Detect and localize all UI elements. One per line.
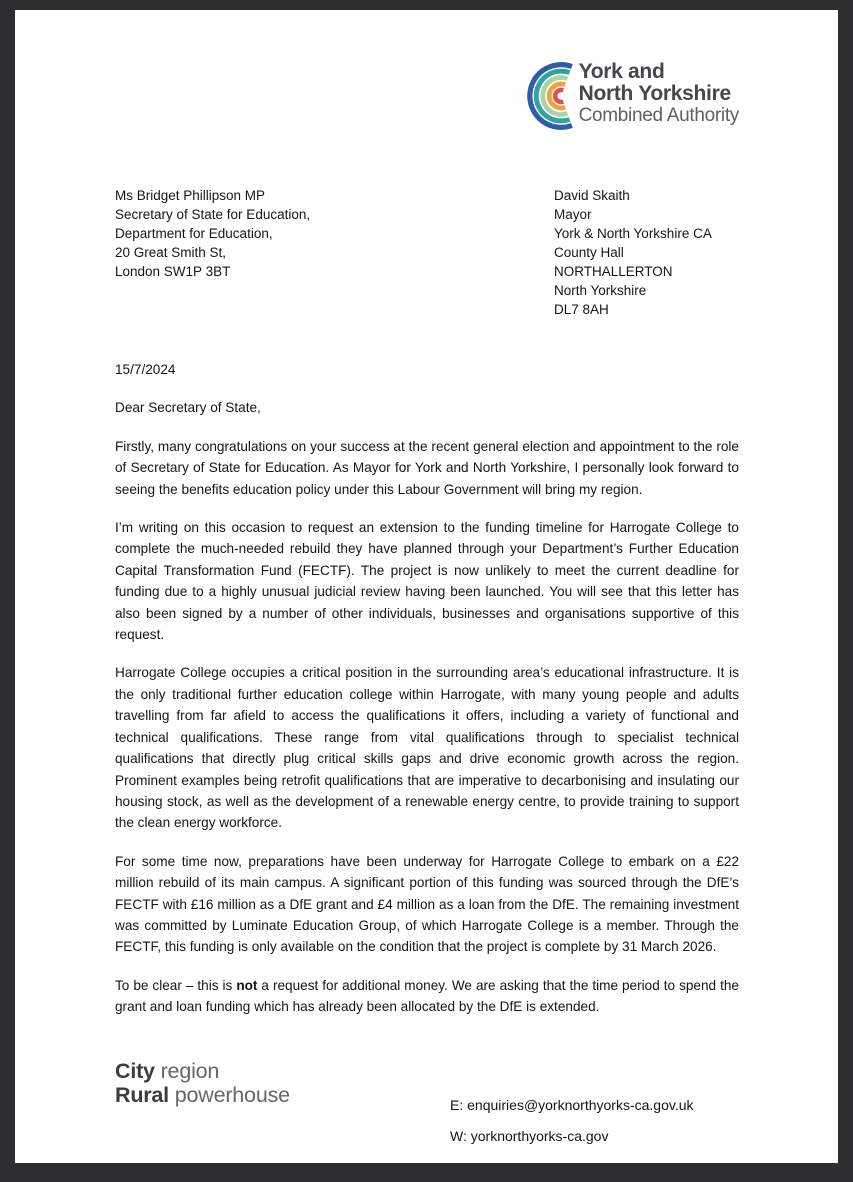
website-label: W: [450,1128,471,1144]
logo-text [579,60,739,126]
tagline-region: region [154,1059,220,1083]
contact-email [450,1097,694,1113]
sender-line: DL7 8AH [554,302,609,317]
tagline-line1 [115,1059,290,1083]
sender-line: David Skaith [554,188,630,203]
paragraph-4: For some time now, preparations have been underway for Harrogate College to embark on a £22 million rebuild of its main campus. A significant portion of this funding was sourced through the DfE’s FECTF with £16 million as a DfE grant and £4 million as a loan from the DfE. The remaining investment was committed by Luminate Education Group, of which Harrogate College is a member. Through the FECTF, this funding is only available on the condition that the project is complete by 31 March 2026. [115,853,739,955]
letter-body [115,359,739,1018]
recipient-line: London SW1P 3BT [115,264,231,279]
sender-line: North Yorkshire [554,283,647,298]
paragraph-3: Harrogate College occupies a critical position in the surrounding area’s educational infrastructure. It is the only traditional further education college within Harrogate, with many young people and adults travelling from far afield to access the qualifications it offers, including a variety of functional and technical qualifications. These range from vital qualifications through to specialist technical qualifications that directly plug critical skills gaps and drive economic growth across the region. Prominent examples being retrofit qualifications that are imperative to decarbonising and insulating our housing stock, as well as the development of a renewable energy centre, to provide training to support the clean energy workforce. [115,665,739,831]
sender-line: Mayor [554,207,592,222]
logo-name-line1: York and [578,60,665,83]
tagline-rural: Rural [115,1083,169,1107]
concentric-arcs-icon [527,60,575,132]
recipient-line: Ms Bridget Phillipson MP [115,188,266,203]
closing-text-before: To be clear – this is [115,977,237,993]
tagline-powerhouse: powerhouse [168,1083,290,1107]
tagline-city: City [115,1059,155,1083]
sender-line: York & North Yorkshire CA [554,226,712,241]
footer-tagline [115,1059,290,1107]
sender-line: NORTHALLERTON [554,264,673,279]
logo-row [115,10,739,132]
logo-name-line2: North Yorkshire [578,82,731,105]
logo-subtitle: Combined Authority [578,105,739,126]
paragraph-1: Firstly, many congratulations on your success at the recent general election and appointment to the role of Secretary of State for Education. As Mayor for York and North Yorkshire, I personally look forward to seeing the benefits education policy under this Labour Government will bring my region. [115,438,739,497]
address-blocks [115,186,739,319]
letter-date: 15/7/2024 [115,362,176,377]
closing-text-after: a request for additional money. We are asking that the time period to spend the grant and loan funding which has already been allocated by the DfE is extended. [115,977,739,1015]
email-label: E: [450,1097,468,1113]
website-value: yorknorthyorks-ca.gov [470,1128,609,1144]
recipient-line: Department for Education, [115,226,273,241]
contact-website [450,1128,694,1144]
sender-address [554,186,739,319]
footer-contact [450,1097,694,1159]
paragraph-2: I’m writing on this occasion to request an extension to the funding timeline for Harrogate College to complete the much-needed rebuild they have planned through your Department’s Further Education Capital Transformation Fund (FECTF). The project is now unlikely to meet the current deadline for funding due to a highly unusual judicial review having been launched. You will see that this letter has also been signed by a number of other individuals, businesses and organisations supportive of this request. [115,520,739,643]
letter-page [15,10,838,1163]
closing-text-emphasis: not [236,977,258,993]
organisation-logo [527,60,739,132]
recipient-address [115,186,310,319]
paragraph-5 [115,975,739,1018]
arc-red [555,90,563,102]
email-value: enquiries@yorknorthyorks-ca.gov.uk [467,1097,694,1113]
sender-line: County Hall [554,245,624,260]
recipient-line: Secretary of State for Education, [115,207,311,222]
recipient-line: 20 Great Smith St, [115,245,227,260]
tagline-line2 [115,1083,290,1107]
salutation: Dear Secretary of State, [115,400,261,416]
